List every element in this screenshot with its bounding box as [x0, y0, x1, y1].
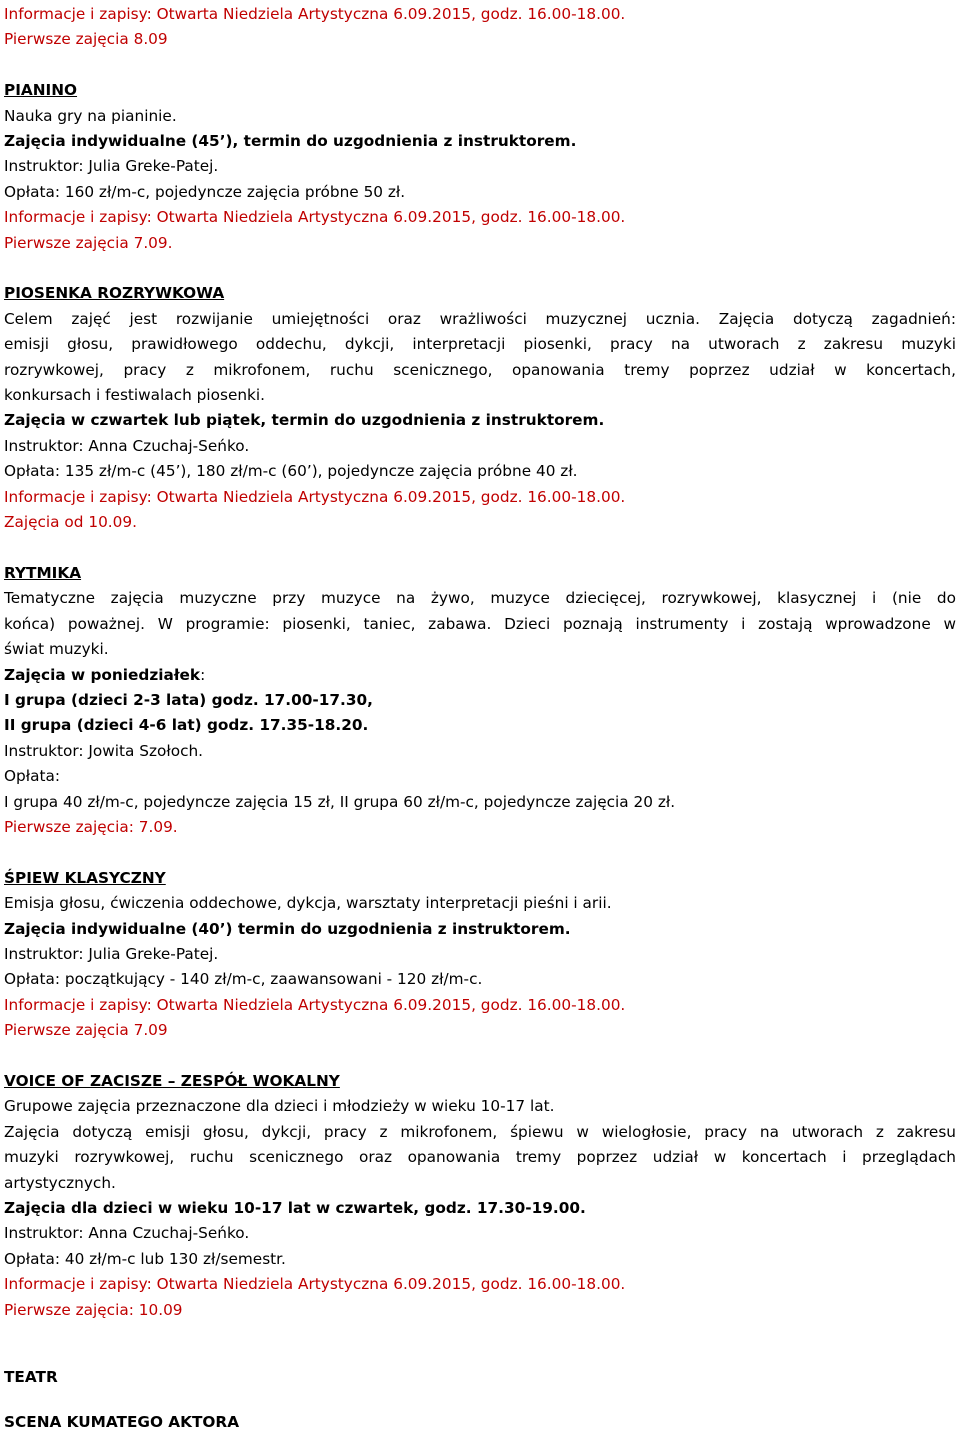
section-schedule: Zajęcia indywidualne (45’), termin do uzgodnienia z instruktorem. [4, 132, 577, 151]
section-description-line: rozrywkowej, pracy z mikrofonem, ruchu scenicznego, opanowania tremy poprzez udział w koncertach, [4, 360, 956, 379]
section-description-line: Celem zajęć jest rozwijanie umiejętności oraz wrażliwości muzycznej ucznia. Zajęcia dotyczą zagadnień: [4, 309, 956, 328]
section-description-line: emisji głosu, prawidłowego oddechu, dykcji, interpretacji piosenki, pracy na utworach z zakresu muzyki [4, 335, 956, 354]
section-first-class: Zajęcia od 10.09. [4, 513, 137, 532]
section-teatr [4, 1365, 956, 1436]
section-first-class: Pierwsze zajęcia 7.09. [4, 233, 173, 252]
section-info: Informacje i zapisy: Otwarta Niedziela Artystyczna 6.09.2015, godz. 16.00-18.00. [4, 995, 626, 1014]
section-description-line: Zajęcia dotyczą emisji głosu, dykcji, pracy z mikrofonem, śpiewu w wielogłosie, pracy na utworach z zakresu [4, 1122, 956, 1141]
top-first-class: Pierwsze zajęcia 8.09 [4, 30, 168, 49]
section-description-line: Tematyczne zajęcia muzyczne przy muzyce na żywo, muzyce dziecięcej, rozrywkowej, klasycznej i (nie do [4, 589, 956, 608]
section-title: TEATR [4, 1368, 58, 1387]
group-one: I grupa (dzieci 2-3 lata) godz. 17.00-17.30, [4, 690, 373, 709]
section-first-class: Pierwsze zajęcia 7.09 [4, 1021, 168, 1040]
section-fee: I grupa 40 zł/m-c, pojedyncze zajęcia 15 zł, II grupa 60 zł/m-c, pojedyncze zajęcia 20 zł. [4, 792, 676, 811]
section-instructor: Instruktor: Jowita Szołoch. [4, 741, 204, 760]
section-fee-label: Opłata: [4, 767, 60, 786]
section-piosenka [4, 281, 956, 535]
section-description-line: świat muzyki. [4, 640, 109, 659]
section-voice [4, 1069, 956, 1323]
schedule-label: Zajęcia w poniedziałek [4, 665, 201, 684]
section-description: Emisja głosu, ćwiczenia oddechowe, dykcja, warsztaty interpretacji pieśni i arii. [4, 894, 612, 913]
section-first-class: Pierwsze zajęcia: 7.09. [4, 817, 178, 836]
group-two: II grupa (dzieci 4-6 lat) godz. 17.35-18.20. [4, 716, 369, 735]
schedule-colon: : [200, 665, 206, 684]
section-title: VOICE OF ZACISZE – ZESPÓŁ WOKALNY [4, 1071, 340, 1090]
section-fee: Opłata: 160 zł/m-c, pojedyncze zajęcia próbne 50 zł. [4, 182, 406, 201]
section-schedule: Zajęcia indywidualne (40’) termin do uzgodnienia z instruktorem. [4, 919, 571, 938]
section-spiew [4, 866, 956, 1044]
section-title: PIOSENKA ROZRYWKOWA [4, 284, 225, 303]
section-description-line: konkursach i festiwalach piosenki. [4, 386, 266, 405]
section-description: Nauka gry na pianinie. [4, 106, 177, 125]
section-fee: Opłata: 135 zł/m-c (45’), 180 zł/m-c (60’), pojedyncze zajęcia próbne 40 zł. [4, 462, 578, 481]
section-first-class: Pierwsze zajęcia: 10.09 [4, 1300, 183, 1319]
section-schedule [4, 663, 956, 688]
section-title: ŚPIEW KLASYCZNY [4, 868, 166, 887]
section-info: Informacje i zapisy: Otwarta Niedziela Artystyczna 6.09.2015, godz. 16.00-18.00. [4, 1275, 626, 1294]
section-title: RYTMIKA [4, 563, 82, 582]
section-description-line: muzyki rozrywkowej, ruchu scenicznego oraz opanowania tremy poprzez udział w koncertach i przeglądach [4, 1148, 956, 1167]
document-body [4, 2, 956, 1436]
section-description: Grupowe zajęcia przeznaczone dla dzieci i młodzieży w wieku 10-17 lat. [4, 1097, 555, 1116]
section-info: Informacje i zapisy: Otwarta Niedziela Artystyczna 6.09.2015, godz. 16.00-18.00. [4, 487, 626, 506]
section-subtitle: SCENA KUMATEGO AKTORA [4, 1413, 240, 1432]
section-schedule: Zajęcia dla dzieci w wieku 10-17 lat w czwartek, godz. 17.30-19.00. [4, 1199, 586, 1218]
section-instructor: Instruktor: Julia Greke-Patej. [4, 944, 219, 963]
section-fee: Opłata: 40 zł/m-c lub 130 zł/semestr. [4, 1249, 286, 1268]
section-pianino [4, 78, 956, 256]
section-fee: Opłata: początkujący - 140 zł/m-c, zaawansowani - 120 zł/m-c. [4, 970, 483, 989]
section-description-line: końca) poważnej. W programie: piosenki, taniec, zabawa. Dzieci poznają instrumenty i zostają wprowadzone w [4, 614, 956, 633]
section-instructor: Instruktor: Anna Czuchaj-Seńko. [4, 436, 250, 455]
section-instructor: Instruktor: Julia Greke-Patej. [4, 157, 219, 176]
section-info: Informacje i zapisy: Otwarta Niedziela Artystyczna 6.09.2015, godz. 16.00-18.00. [4, 208, 626, 227]
section-title: PIANINO [4, 81, 78, 100]
section-rytmika [4, 561, 956, 840]
top-info: Informacje i zapisy: Otwarta Niedziela Artystyczna 6.09.2015, godz. 16.00-18.00. [4, 5, 626, 23]
section-schedule: Zajęcia w czwartek lub piątek, termin do uzgodnienia z instruktorem. [4, 411, 605, 430]
section-instructor: Instruktor: Anna Czuchaj-Seńko. [4, 1224, 250, 1243]
section-description-line: artystycznych. [4, 1173, 116, 1192]
